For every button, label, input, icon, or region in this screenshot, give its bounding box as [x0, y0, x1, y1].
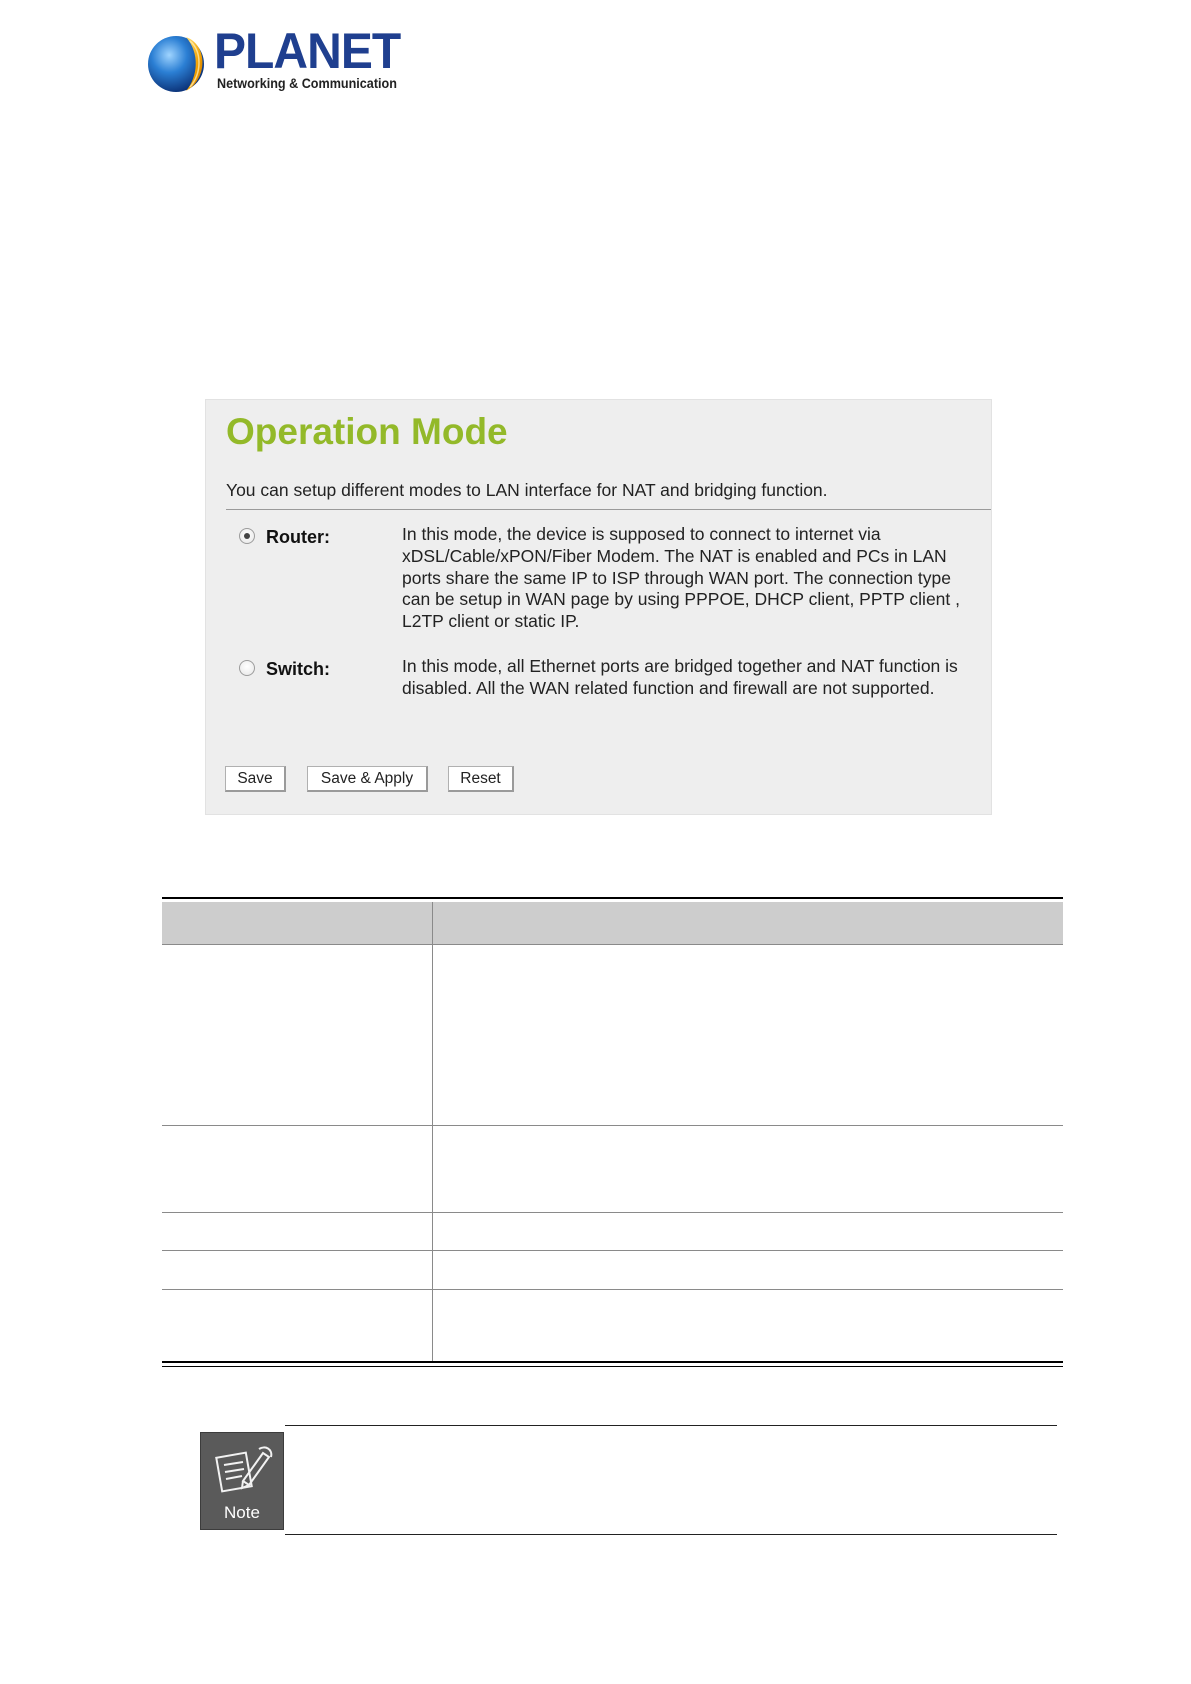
table-header-row [162, 902, 1063, 944]
switch-label: Switch: [266, 659, 331, 679]
table-row-divider [162, 1212, 1063, 1213]
note-bottom-rule [285, 1534, 1057, 1535]
table-column-divider [432, 902, 433, 1361]
table-row-divider [162, 1125, 1063, 1126]
save-apply-button[interactable]: Save & Apply [307, 766, 428, 792]
switch-description: In this mode, all Ethernet ports are bridged together and NAT function is disabled. All the WAN related function and firewall are not supported. [402, 656, 958, 698]
page-title: Operation Mode [226, 411, 508, 452]
table-row-divider [162, 944, 1063, 945]
parameter-table [162, 897, 1063, 1367]
router-radio[interactable] [239, 528, 255, 544]
operation-mode-panel [205, 399, 992, 815]
router-description: In this mode, the device is supposed to connect to internet via xDSL/Cable/xPON/Fiber Modem. The NAT is enabled and PCs in LAN ports share the same IP to ISP through WAN port. The connection type can be setup in WAN page by using PPPOE, DHCP client, PPTP client , L2TP client or static IP. [402, 524, 961, 632]
switch-radio[interactable] [239, 660, 255, 676]
note-label: Note [224, 1503, 260, 1522]
logo-tagline: Networking & Communication [217, 75, 397, 91]
table-bottom-border [162, 1361, 1063, 1367]
planet-logo [146, 23, 401, 98]
globe-logo-icon [146, 31, 210, 95]
note-top-rule [285, 1425, 1057, 1426]
table-row-divider [162, 1289, 1063, 1290]
table-row-divider [162, 1250, 1063, 1251]
divider [226, 509, 991, 510]
logo-wordmark: PLANET [214, 23, 401, 79]
reset-button[interactable]: Reset [448, 766, 514, 792]
note-pencil-icon [209, 1441, 277, 1501]
page-description: You can setup different modes to LAN interface for NAT and bridging function. [226, 480, 828, 500]
router-label: Router: [266, 527, 330, 547]
note-icon [200, 1432, 284, 1530]
save-button[interactable]: Save [225, 766, 286, 792]
